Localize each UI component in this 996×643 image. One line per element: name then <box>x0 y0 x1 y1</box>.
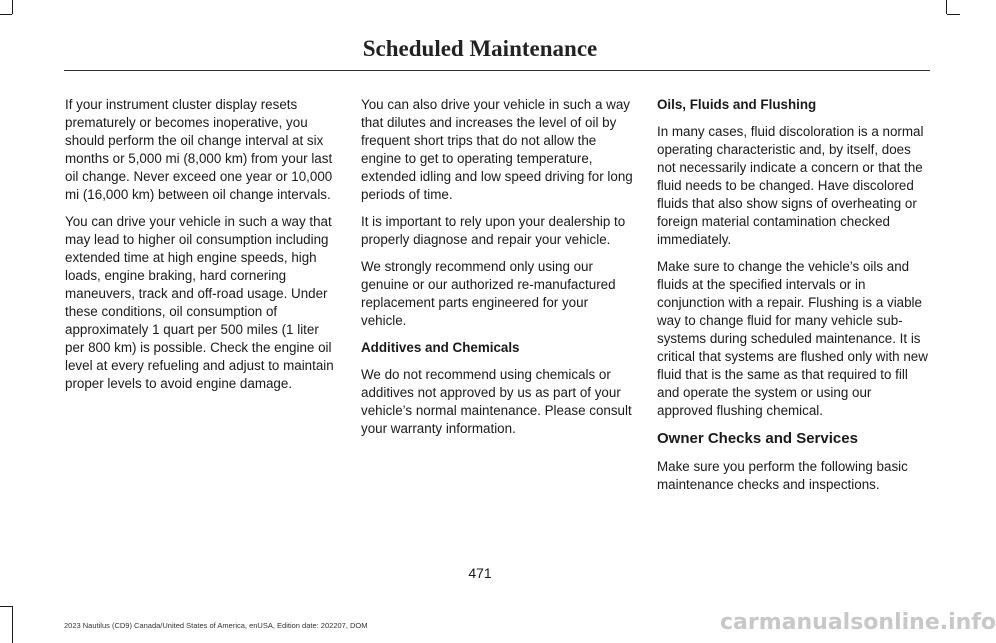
paragraph: We do not recommend using chemicals or additives not approved by us as part of your vehicle’s normal maintenance. Please consult your warranty information. <box>361 367 632 436</box>
page-title: Scheduled Maintenance <box>362 36 598 61</box>
paragraph: In many cases, fluid discoloration is a normal operating characteristic and, by itself, does not necessarily indicate a concern or that the fluid needs to be changed. Have discolored fluids that also show signs of overheating or foreign material contamination checked immediately. <box>657 124 924 247</box>
crop-mark <box>0 14 12 15</box>
watermark: carmanualsonline.info <box>720 610 996 635</box>
paragraph: You can drive your vehicle in such a way that may lead to higher oil consumption including extended time at high engine speeds, high loads, engine braking, hard cornering maneuvers, track and off-road usage. Under these conditions, oil consumption of approximately 1 quart per 500 miles (1 liter per 800 km) is possible. Check the engine oil level at every refueling and adjust to maintain proper levels to avoid engine damage. <box>65 214 334 391</box>
column-left <box>65 96 337 402</box>
section-heading-large: Owner Checks and Services <box>657 430 858 447</box>
crop-mark <box>947 14 960 15</box>
crop-mark <box>12 606 13 643</box>
section-heading: Oils, Fluids and Flushing <box>657 97 817 112</box>
section-heading: Additives and Chemicals <box>361 340 520 355</box>
crop-mark <box>946 0 947 14</box>
paragraph: We strongly recommend only using our genuine or our authorized re-manufactured replacement parts engineered for your vehicle. <box>361 259 616 328</box>
paragraph: You can also drive your vehicle in such a way that dilutes and increases the level of oil by frequent short trips that do not allow the engine to get to operating temperature, extended idling and low speed driving for long periods of time. <box>361 97 633 202</box>
column-right <box>657 96 929 503</box>
paragraph: Make sure to change the vehicle’s oils and fluids at the specified intervals or in conjunction with a repair. Flushing is a viable way to change fluid for many vehicle sub-systems during scheduled maintenance. It is critical that systems are flushed only with new fluid that is the same as that required to fill and operate the system or using our approved flushing chemical. <box>657 259 928 418</box>
crop-mark <box>0 606 12 607</box>
paragraph: If your instrument cluster display resets prematurely or becomes inoperative, you should perform the oil change interval at six months or 5,000 mi (8,000 km) from your last oil change. Never exceed one year or 10,000 mi (16,000 km) between oil change intervals. <box>65 97 333 202</box>
page-number: 471 <box>468 565 492 581</box>
column-middle <box>361 96 633 447</box>
paragraph: It is important to rely upon your dealership to properly diagnose and repair your vehicle. <box>361 214 626 247</box>
edition-footer: 2023 Nautilus (CD9) Canada/United States of America, enUSA, Edition date: 202207, DOM <box>64 621 368 630</box>
crop-mark <box>12 0 13 14</box>
paragraph: Make sure you perform the following basic maintenance checks and inspections. <box>657 459 908 492</box>
header-divider <box>64 70 930 71</box>
